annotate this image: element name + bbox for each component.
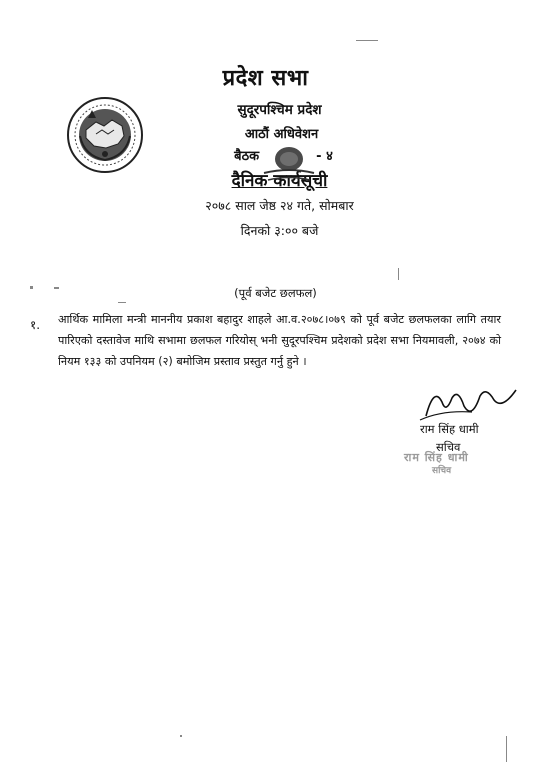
scan-mark — [506, 736, 507, 762]
agenda-title: दैनिक कार्यसूची — [231, 171, 328, 191]
seal-stamp-icon — [258, 143, 320, 187]
item-number: १. — [30, 318, 41, 332]
stamp-title: सचिव — [432, 466, 452, 476]
meeting-number: - ४ — [316, 149, 333, 164]
scan-mark — [180, 735, 182, 737]
section-title: (पूर्व बजेट छलफल) — [234, 286, 317, 300]
signature-icon — [412, 380, 522, 424]
signer-name: राम सिंह धामी — [420, 422, 479, 436]
signer-title: सचिव — [436, 440, 461, 454]
scan-mark — [30, 286, 33, 289]
page-title: प्रदेश सभा — [222, 66, 309, 91]
scan-mark — [398, 268, 399, 280]
scan-mark — [118, 302, 126, 303]
time-text: दिनको ३:०० बजे — [240, 223, 319, 238]
item-text: आर्थिक मामिला मन्त्री माननीय प्रकाश बहादुर शाहले आ.व.२०७८।०७९ को पूर्व बजेट छलफलका लागि तयार पारिएको दस्तावेज माथि सभामा छलफल गरियोस् भनी सुदूरपश्चिम प्रदेशको प्रदेश सभा नियमावली, २०७४ को नियम १३३ को उपनियम (२) बमोजिम प्रस्ताव प्रस्तुत गर्नु हुने । — [58, 313, 501, 368]
meeting-text: बैठक — [234, 149, 260, 164]
date-text: २०७८ साल जेष्ठ २४ गते, सोमबार — [205, 198, 354, 213]
scan-mark — [54, 287, 59, 289]
session-label: आठौं अधिवेशन — [244, 127, 319, 142]
scan-mark — [356, 40, 378, 41]
stamp-name: राम सिंह धामी — [404, 451, 469, 464]
province-name: सुदूरपश्चिम प्रदेश — [237, 102, 322, 118]
